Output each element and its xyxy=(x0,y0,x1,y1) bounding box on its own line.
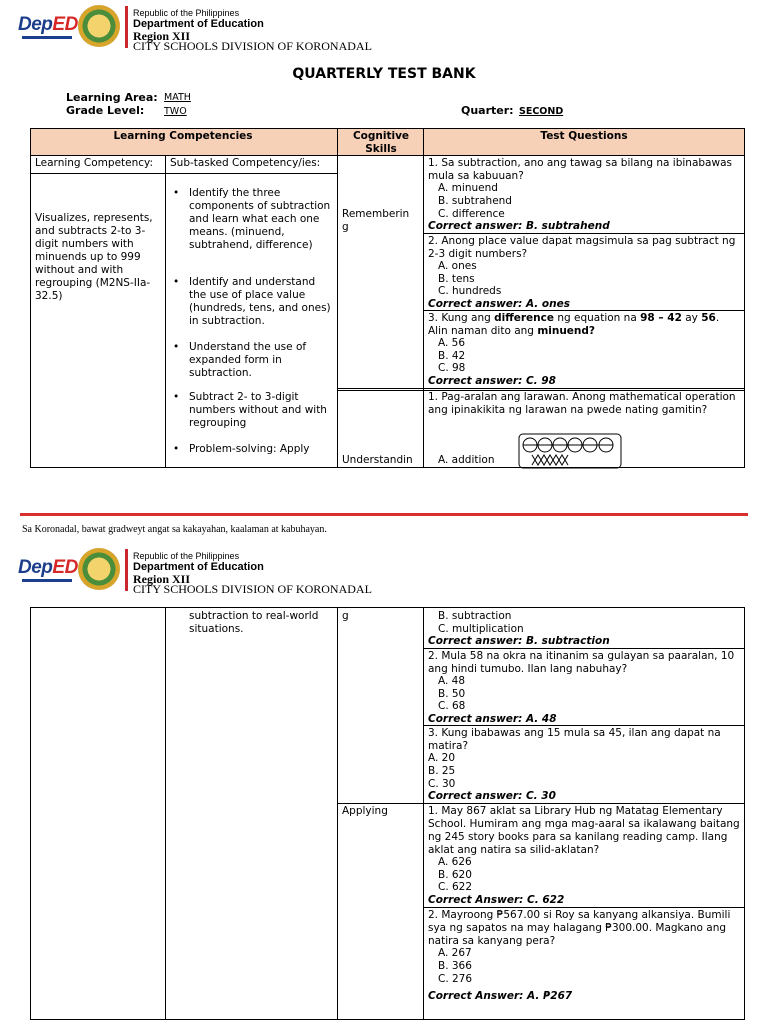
table-border xyxy=(423,907,744,908)
table-border xyxy=(165,155,166,468)
org-line2: Department of Education xyxy=(133,18,264,30)
table-border xyxy=(30,155,745,156)
header-learning-competencies: Learning Competencies xyxy=(113,130,253,142)
question-stem: 1. Sa subtraction, ano ang tawag sa bilang na ibinabawas mula sa kabuuan? xyxy=(428,157,732,182)
correct-answer: Correct answer: A. ones xyxy=(428,298,570,310)
lc-label: Learning Competency: xyxy=(35,157,154,169)
subtask-item: • Identify the three components of subtraction and learn what each one means. (minuend, subtrahend, difference) xyxy=(189,187,331,252)
table-border xyxy=(423,607,424,1020)
choice: C. 30 xyxy=(428,778,456,790)
org-line4: CITY SCHOOLS DIVISION OF KORONADAL xyxy=(133,39,372,53)
learning-area-value: MATH xyxy=(164,92,191,103)
grade-level-value: TWO xyxy=(164,106,187,117)
table-border xyxy=(744,607,745,1020)
page-title: QUARTERLY TEST BANK xyxy=(292,66,476,82)
org-line3: Region XII xyxy=(133,29,191,43)
table-border xyxy=(337,803,744,804)
division-motto: Sa Koronadal, bawat gradweyt angat sa kakayahan, kaalaman at kabuhayan. xyxy=(22,524,327,535)
table-border xyxy=(30,1019,745,1020)
subtask-label: Sub-tasked Competency/ies: xyxy=(170,157,321,169)
question-stem: 1. Pag-aralan ang larawan. Anong mathematical operation ang ipinakikita ng larawan na pwede nating gamitin? xyxy=(428,391,736,416)
choice: B. 25 xyxy=(428,765,456,777)
page1-header xyxy=(0,0,768,60)
table-border xyxy=(423,648,744,649)
header-divider xyxy=(125,549,128,591)
org-line1: Republic of the Philippines xyxy=(133,8,240,18)
table-border xyxy=(30,173,337,174)
subtask-continued: subtraction to real-world situations. xyxy=(189,610,319,635)
correct-answer: Correct Answer: A. ₱267 xyxy=(428,990,573,1002)
table-border xyxy=(337,607,338,1020)
table-border xyxy=(30,607,745,608)
quarter-value: SECOND xyxy=(519,106,564,117)
choice: A. addition xyxy=(438,454,495,466)
org-line1: Republic of the Philippines xyxy=(133,551,240,561)
choice: C. 622 xyxy=(438,881,473,893)
question-stem: 2. Anong place value dapat magsimula sa pag subtract ng 2-3 digit numbers? xyxy=(428,235,736,260)
question-stem: 3. Kung ibabawas ang 15 mula sa 45, ilan ang dapat na matira? xyxy=(428,727,721,752)
choice: C. 98 xyxy=(438,362,466,374)
choice: B. 366 xyxy=(438,960,472,972)
choice: B. tens xyxy=(438,273,475,285)
question-stem: 3. Kung ang difference ng equation na 98 – 42 ay 56. Alin naman dito ang minuend? xyxy=(428,312,720,337)
choice: A. 626 xyxy=(438,856,472,868)
table-border xyxy=(30,128,745,129)
table-border xyxy=(423,128,424,468)
choice: B. 50 xyxy=(438,688,466,700)
choice: C. multiplication xyxy=(438,623,524,635)
deped-logo: DepED xyxy=(18,14,78,35)
choice: B. subtrahend xyxy=(438,195,512,207)
org-line4: CITY SCHOOLS DIVISION OF KORONADAL xyxy=(133,582,372,596)
table-border xyxy=(423,233,744,234)
table-border xyxy=(30,467,745,468)
table-border xyxy=(30,607,31,1020)
choice: A. 20 xyxy=(428,752,456,764)
footer-divider xyxy=(20,513,748,516)
correct-answer: Correct answer: B. subtraction xyxy=(428,635,610,647)
skill-remembering-wrap: g xyxy=(342,221,349,233)
question-stem: 2. Mayroong ₱567.00 si Roy sa kanyang alkansiya. Bumili sya ng sapatos na may halagang ₱300.00. Magkano ang natira sa kanyang pera? xyxy=(428,909,731,947)
quarter-label: Quarter: xyxy=(461,104,514,117)
choice: A. minuend xyxy=(438,182,498,194)
deped-logo-underline xyxy=(22,36,72,39)
choice: B. 620 xyxy=(438,869,472,881)
skill-understanding: Understandin xyxy=(342,454,413,466)
choice: A. 48 xyxy=(438,675,466,687)
subtask-item: • Understand the use of expanded form in subtraction. xyxy=(189,341,331,380)
deped-logo: DepED xyxy=(18,557,78,578)
choice: B. 42 xyxy=(438,350,466,362)
table-border xyxy=(337,128,338,468)
skill-remembering: Rememberin xyxy=(342,208,410,220)
correct-answer: Correct answer: A. 48 xyxy=(428,713,557,725)
choice: C. 68 xyxy=(438,700,466,712)
subtask-item: • Problem-solving: Apply xyxy=(189,443,331,456)
header-test-questions: Test Questions xyxy=(540,130,628,142)
correct-answer: Correct answer: C. 30 xyxy=(428,790,556,802)
table-border xyxy=(30,128,31,468)
skill-applying: Applying xyxy=(342,805,388,817)
choice: C. difference xyxy=(438,208,505,220)
org-line3: Region XII xyxy=(133,572,191,586)
choice: C. 276 xyxy=(438,973,473,985)
choice: B. subtraction xyxy=(438,610,512,622)
deped-logo-underline xyxy=(22,579,72,582)
question-stem: 1. May 867 aklat sa Library Hub ng Matatag Elementary School. Humiram ang mga mag-aaral sa ikalawang baitang ng 245 story books para sa kanilang reading camp. Ilang aklat ang natira sa silid-aklatan? xyxy=(428,805,740,856)
correct-answer: Correct answer: C. 98 xyxy=(428,375,556,387)
table-border xyxy=(744,128,745,468)
subtask-item: • Identify and understand the use of place value (hundreds, tens, and ones) in subtraction. xyxy=(189,276,331,328)
question-stem: 2. Mula 58 na okra na itinanim sa gulayan sa paaralan, 10 ang hindi tumubo. Ilan lang nabuhay? xyxy=(428,650,735,675)
header-cognitive-skills: Cognitive Skills xyxy=(352,130,410,155)
table-border xyxy=(165,607,166,1020)
learning-area-label: Learning Area: xyxy=(66,91,158,104)
choice: A. 267 xyxy=(438,947,472,959)
header-divider xyxy=(125,6,128,48)
division-seal-icon xyxy=(78,5,120,47)
subtraction-picture xyxy=(518,433,622,469)
skill-understanding-wrap: g xyxy=(342,610,349,622)
subtask-item: • Subtract 2- to 3-digit numbers without and with regrouping xyxy=(189,391,331,430)
lc-text: Visualizes, represents, and subtracts 2-to 3-digit numbers with minuends up to 999 without and with regrouping (M2NS-IIa-32.5) xyxy=(35,212,153,302)
division-seal-icon xyxy=(78,548,120,590)
correct-answer: Correct answer: B. subtrahend xyxy=(428,220,610,232)
choice: A. ones xyxy=(438,260,477,272)
choice: C. hundreds xyxy=(438,285,502,297)
correct-answer: Correct Answer: C. 622 xyxy=(428,894,565,906)
org-line2: Department of Education xyxy=(133,561,264,573)
page2-header xyxy=(0,543,768,603)
table-border xyxy=(337,388,744,389)
grade-level-label: Grade Level: xyxy=(66,104,145,117)
choice: A. 56 xyxy=(438,337,466,349)
